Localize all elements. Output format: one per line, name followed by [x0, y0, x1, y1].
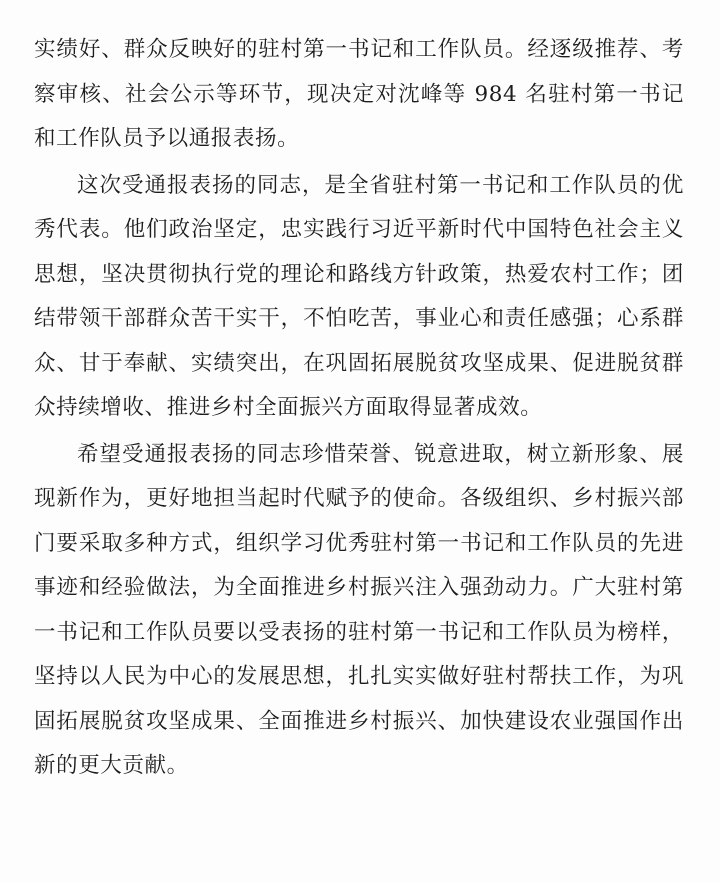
paragraph: 实绩好、群众反映好的驻村第一书记和工作队员。经逐级推荐、考察审核、社会公示等环节，现决定对沈峰等 984 名驻村第一书记和工作队员予以通报表扬。	[34, 37, 684, 151]
paragraph: 希望受通报表扬的同志珍惜荣誉、锐意进取，树立新形象、展现新作为，更好地担当起时代赋予的使命。各级组织、乡村振兴部门要采取多种方式，组织学习优秀驻村第一书记和工作队员的先进事迹和经验做法，为全面推进乡村振兴注入强劲动力。广大驻村第一书记和工作队员要以受表扬的驻村第一书记和工作队员为榜样，坚持以人民为中心的发展思想，扎扎实实做好驻村帮扶工作，为巩固拓展脱贫攻坚成果、全面推进乡村振兴、加快建设农业强国作出新的更大贡献。	[34, 441, 684, 778]
paragraph: 这次受通报表扬的同志，是全省驻村第一书记和工作队员的优秀代表。他们政治坚定，忠实践行习近平新时代中国特色社会主义思想，坚决贯彻执行党的理论和路线方针政策，热爱农村工作；团结带领干部群众苦干实干，不怕吃苦，事业心和责任感强；心系群众、甘于奉献、实绩突出，在巩固拓展脱贫攻坚成果、促进脱贫群众持续增收、推进乡村全面振兴方面取得显著成效。	[34, 172, 684, 420]
